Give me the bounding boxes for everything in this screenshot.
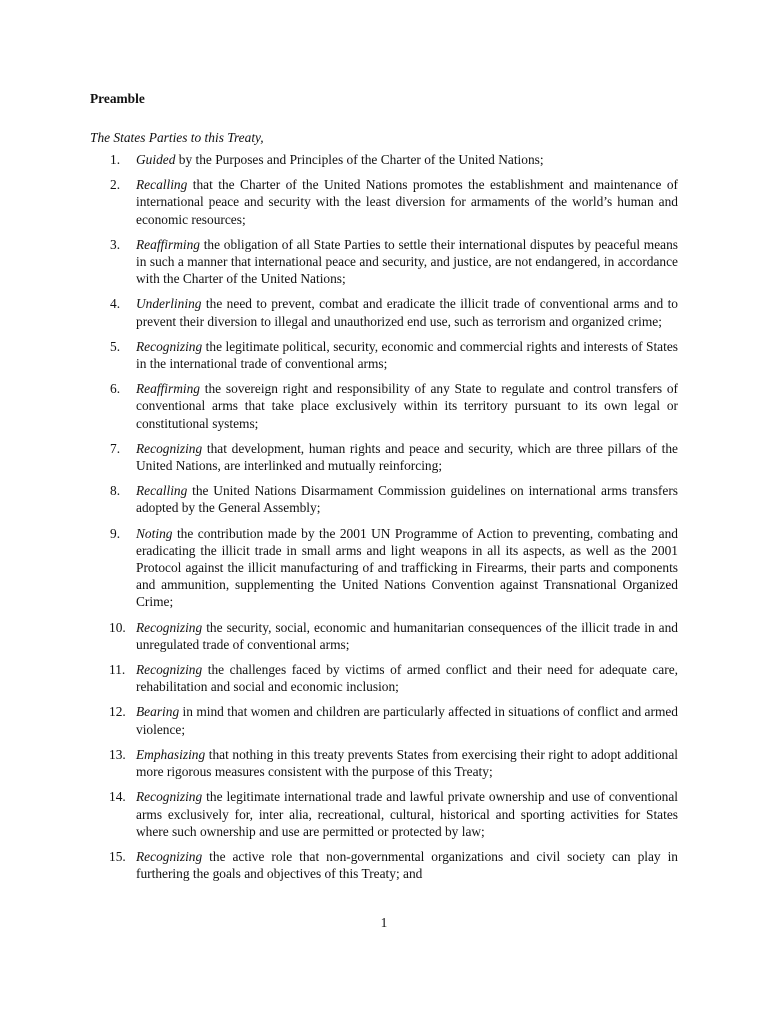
preamble-clause-11 [90,661,678,695]
clause-number: 4. [110,296,121,312]
clause-lead-word: Recognizing [136,619,203,635]
clause-text: the legitimate political, security, economic and commercial rights and interests of States in the international trade of conventional arms; [136,338,678,372]
clause-text: that development, human rights and peace and security, which are three pillars of the United Nations, are interlinked and mutually reinforcing; [136,440,678,474]
clause-lead-word: Recognizing [136,338,203,354]
clause-lead-word: Recalling [136,483,188,499]
preamble-clause-12 [90,703,678,737]
preamble-clause-9 [90,525,678,611]
preamble-clause-14 [90,788,678,840]
clause-text: the United Nations Disarmament Commission guidelines on international arms transfers adopted by the General Assembly; [136,483,678,516]
section-heading: Preamble [90,91,145,106]
preamble-clause-1 [90,151,678,168]
clause-text: the challenges faced by victims of armed conflict and their need for adequate care, rehabilitation and social and economic inclusion; [136,662,678,695]
clause-text: the obligation of all State Parties to settle their international disputes by peaceful means in such a manner that international peace and security, and justice, are not endangered, in accordance with the Charter of the United Nations; [136,236,678,287]
clause-number: 2. [110,177,121,193]
clause-number: 12. [109,704,126,720]
preamble-clause-8 [90,482,678,516]
clause-lead-word: Recognizing [136,440,203,456]
preamble-intro: The States Parties to this Treaty, [90,130,264,145]
clause-text: in mind that women and children are particularly affected in situations of conflict and armed violence; [136,704,678,737]
preamble-clause-6 [90,380,678,432]
clause-lead-word: Underlining [136,296,202,312]
clause-text: the active role that non-governmental organizations and civil society can play in furthering the goals and objectives of this Treaty; and [136,848,678,882]
clause-number: 14. [109,789,126,805]
preamble-clause-3 [90,236,678,288]
preamble-clause-10 [90,619,678,653]
clause-number: 15. [109,848,126,864]
clause-number: 1. [110,152,121,167]
clause-number: 13. [109,746,126,762]
clause-number: 6. [110,381,121,397]
clause-lead-word: Bearing [136,704,180,720]
clause-number: 5. [110,338,121,354]
page-number: 1 [380,915,388,930]
clause-lead-word: Recalling [136,177,188,193]
clause-lead-word: Recognizing [136,848,203,864]
preamble-clause-15 [90,848,678,882]
clause-lead-word: Emphasizing [136,746,206,762]
clause-number: 11. [109,662,126,678]
clause-number: 10. [109,619,126,635]
clause-lead-word: Recognizing [136,789,203,805]
clause-lead-word: Guided [136,152,176,167]
clause-lead-word: Recognizing [136,662,203,678]
clause-lead-word: Noting [136,525,173,541]
preamble-clause-4 [90,295,678,329]
clause-text: by the Purposes and Principles of the Charter of the United Nations; [175,152,544,167]
clause-text: the contribution made by the 2001 UN Programme of Action to preventing, combating and eradicating the illicit trade in small arms and light weapons in all its aspects, as well as the 2001 Protocol against the illicit manufacturing of and trafficking in Firearms, their parts and components and ammunition, supplementing the United Nations Convention against Transnational Organized Crime; [136,525,678,610]
clause-text: the legitimate international trade and lawful private ownership and use of conventional arms exclusively for, inter alia, recreational, cultural, historical and sporting activities for States where such ownership and use are permitted or protected by law; [136,789,678,839]
clause-number: 7. [110,440,121,456]
clause-lead-word: Reaffirming [136,381,200,397]
clause-text: that nothing in this treaty prevents States from exercising their right to adopt additional more rigorous measures consistent with the purpose of this Treaty; [136,746,678,780]
clause-text: the sovereign right and responsibility of any State to regulate and control transfers of conventional arms that take place exclusively within its territory pursuant to its own legal or constitutional systems; [136,381,678,431]
preamble-clause-13 [90,746,678,780]
clause-text: that the Charter of the United Nations promotes the establishment and maintenance of international peace and security with the least diversion for armaments of the world’s human and economic resources; [136,177,678,227]
preamble-clause-7 [90,440,678,474]
preamble-clause-2 [90,176,678,228]
clause-text: the security, social, economic and humanitarian consequences of the illicit trade in and unregulated trade of conventional arms; [136,619,678,652]
preamble-clause-5 [90,338,678,372]
preamble-clause-list [90,151,678,882]
clause-number: 3. [110,236,121,252]
clause-text: the need to prevent, combat and eradicate the illicit trade of conventional arms and to prevent their diversion to illegal and unauthorized end use, such as terrorism and organized crime; [136,296,678,329]
clause-lead-word: Reaffirming [136,236,200,252]
clause-number: 9. [110,525,121,541]
clause-number: 8. [110,483,121,499]
